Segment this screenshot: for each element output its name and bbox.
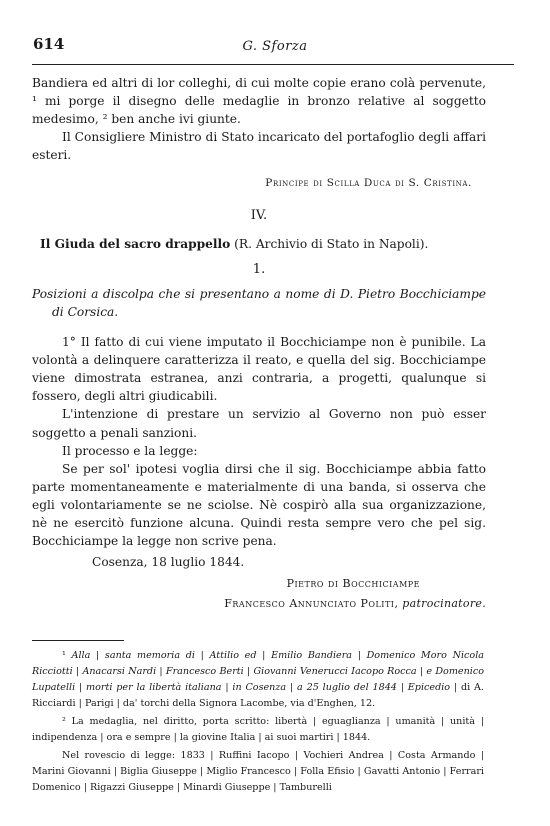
signature-politi-role: patrocinatore. (398, 597, 486, 611)
footnote-1-imprint: di A. Ricciardi | Parigi | da' torchi della Signora Lacombe, via d'Enghen, 12. (32, 682, 484, 709)
footnote-rule (32, 640, 124, 641)
signature-principe: Principe di Scilla Duca di S. Cristina. (265, 177, 472, 190)
footnote-2-number: ² (62, 716, 66, 727)
main-text (32, 74, 486, 613)
paragraph-2: Il Consigliere Ministro di Stato incaricato del portafoglio degli affari esteri. (32, 130, 486, 163)
signature-politi (32, 595, 486, 613)
footnote-1 (32, 648, 484, 712)
running-header-author: G. Sforza (242, 39, 308, 54)
signature-bocchiciampe: Pietro di Bocchiciampe (286, 577, 420, 591)
section-number: IV. (250, 207, 268, 223)
paragraph-1: Bandiera ed altri di lor colleghi, di cui molte copie erano colà pervenute, ¹ mi porge il disegno delle medaglie in bronzo relative al soggetto medesimo, ² ben anche ivi giunte. (32, 76, 486, 127)
footnote-2-text: La medaglia, nel diritto, porta scritto: libertà | eguaglianza | umanità | unità | indipendenza | ora e sempre | la giovine Italia | ai suoi martiri | 1844. (32, 716, 484, 743)
date-line: Cosenza, 18 luglio 1844. (92, 555, 245, 570)
document-subtitle: Posizioni a discolpa che si presentano a nome di D. Pietro Bocchiciampe di Corsica. (32, 286, 486, 319)
header-rule (32, 64, 514, 65)
paragraph-5: Il processo e la legge: (62, 443, 198, 458)
page-number: 614 (33, 35, 65, 53)
document-number: 1. (252, 261, 266, 277)
footnote-1-inscription: Alla | santa memoria di | Attilio ed | Emilio Bandiera | Domenico Moro Nicola Ricciotti | Anacarsi Nardi | Francesco Berti | Giovanni Venerucci Iacopo Rocca | e Domenico Lupatelli | morti per la libertà italiana | in Cosenza | a 25 luglio del 1844 | Epicedio | (32, 650, 484, 693)
footnote-2 (32, 714, 484, 746)
footnotes (32, 648, 484, 796)
section-heading (32, 235, 486, 253)
signature-politi-name: Francesco Annunciato Politi, (224, 597, 399, 611)
footnote-1-number: ¹ (62, 650, 66, 661)
section-heading-source: (R. Archivio di Stato in Napoli). (230, 236, 429, 251)
paragraph-4: L'intenzione di prestare un servizio al Governo non può esser soggetto a penali sanzioni. (32, 407, 486, 440)
paragraph-3: 1° Il fatto di cui viene imputato il Bocchiciampe non è punibile. La volontà a delinquere caratterizza il reato, e quella del sig. Bocchiciampe viene dimostrata estranea, anzi contraria, a progetti, qualunque si fossero, degli altri giudicabili. (32, 335, 486, 404)
paragraph-6: Se per sol' ipotesi voglia dirsi che il sig. Bocchiciampe abbia fatto parte momentaneamente e materialmente di una banda, si osserva che egli volontariamente se ne sciolse. Nè cospirò alla sua organizzazione, nè ne esercitò funzione alcuna. Quindi resta sempre vero che pel sig. Bocchiciampe la legge non scrive pena. (32, 461, 486, 549)
section-heading-bold: Il Giuda del sacro drappello (40, 236, 231, 251)
footnote-3: Nel rovescio di legge: 1833 | Ruffini Iacopo | Vochieri Andrea | Costa Armando | Marini Giovanni | Biglia Giuseppe | Miglio Francesco | Folla Efisio | Gavatti Antonio | Ferrari Domenico | Rigazzi Giuseppe | Minardi Giuseppe | Tamburelli (32, 750, 484, 793)
